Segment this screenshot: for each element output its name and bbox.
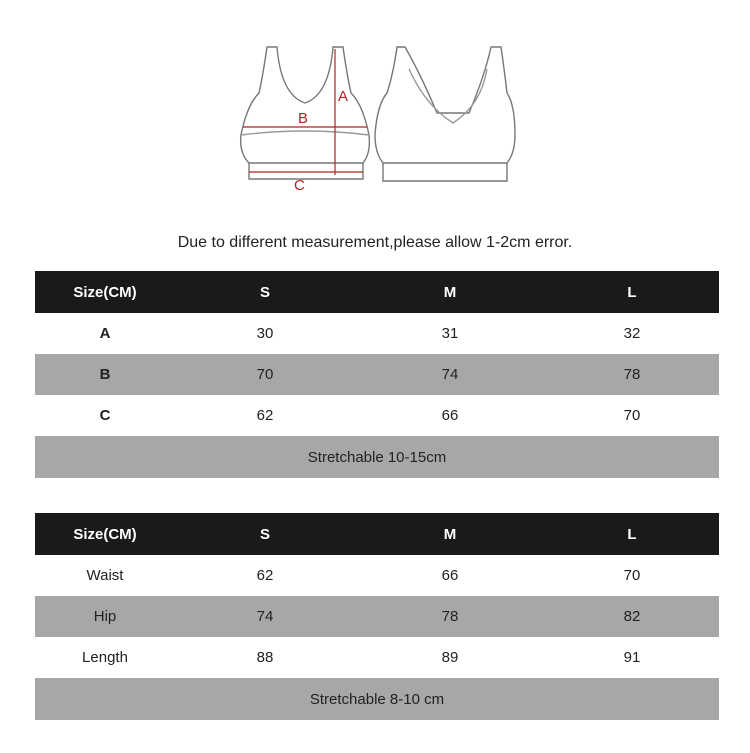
cell-l: 78 — [623, 366, 641, 383]
cell-s: 62 — [256, 567, 274, 584]
cell-l: 82 — [623, 608, 641, 625]
cell-l: 70 — [623, 567, 641, 584]
size-table-bra — [35, 271, 719, 478]
header-s: S — [259, 283, 270, 301]
cell-m: 89 — [441, 649, 459, 666]
bra-back-view — [375, 47, 515, 181]
cell-l: 70 — [623, 407, 641, 424]
cell-s: 70 — [256, 366, 274, 383]
header-s: S — [259, 525, 270, 543]
table-row — [35, 395, 719, 436]
table-header-row — [35, 271, 719, 313]
cell-s: 30 — [256, 325, 274, 342]
row-label: A — [99, 325, 111, 342]
cell-m: 74 — [441, 366, 459, 383]
cell-s: 88 — [256, 649, 274, 666]
table-footer-row — [35, 678, 719, 720]
table-row — [35, 596, 719, 637]
table-row — [35, 354, 719, 395]
table-row — [35, 313, 719, 354]
row-label: Waist — [86, 567, 124, 584]
row-label: C — [99, 407, 111, 424]
header-m: M — [443, 283, 457, 301]
header-l: L — [627, 283, 637, 301]
header-size: Size(CM) — [73, 525, 137, 543]
size-table-body — [35, 513, 719, 720]
cell-s: 62 — [256, 407, 274, 424]
table-footer-row — [35, 436, 719, 478]
sports-bra-measurement-diagram — [225, 35, 525, 205]
header-size: Size(CM) — [73, 283, 137, 301]
row-label: B — [99, 366, 111, 383]
row-label: Hip — [93, 608, 117, 625]
cell-l: 32 — [623, 325, 641, 342]
stretch-note: Stretchable 10-15cm — [307, 448, 447, 466]
cell-s: 74 — [256, 608, 274, 625]
table-row — [35, 637, 719, 678]
label-a: A — [338, 88, 349, 105]
header-l: L — [627, 525, 637, 543]
table-header-row — [35, 513, 719, 555]
header-m: M — [443, 525, 457, 543]
cell-m: 66 — [441, 567, 459, 584]
cell-m: 78 — [441, 608, 459, 625]
label-b: B — [298, 110, 309, 127]
label-c: C — [294, 177, 305, 194]
table-row — [35, 555, 719, 596]
cell-l: 91 — [623, 649, 641, 666]
cell-m: 66 — [441, 407, 459, 424]
cell-m: 31 — [441, 325, 459, 342]
stretch-note: Stretchable 8-10 cm — [309, 690, 445, 708]
row-label: Length — [82, 649, 128, 666]
measurement-note: Due to different measurement,please allow 1-2cm error. — [177, 234, 573, 251]
